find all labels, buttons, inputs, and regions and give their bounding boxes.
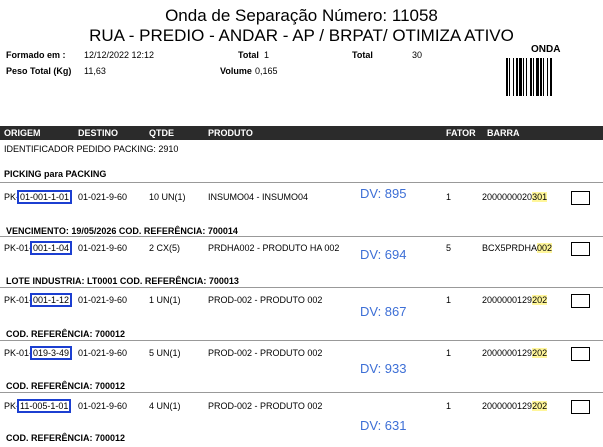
document-title: Onda de Separação Número: 11058 xyxy=(165,6,438,25)
table-row-destino: 01-021-9-60 xyxy=(78,348,128,358)
barcode-stripe xyxy=(506,58,508,96)
barcode-stripe xyxy=(523,58,524,96)
table-row-origem: PK-01-001-1-12 xyxy=(4,295,70,305)
barcode-stripe xyxy=(543,58,544,96)
col-barra: BARRA xyxy=(487,128,520,138)
table-row-origem: PK-11-005-1-01 xyxy=(4,401,69,411)
origem-highlight: 01-001-1-01 xyxy=(20,192,70,202)
barcode-stripe xyxy=(550,58,552,96)
peso-label: Peso Total (Kg) xyxy=(6,66,72,76)
origem-highlight: 11-005-1-01 xyxy=(20,401,69,411)
row-annotation: VENCIMENTO: 19/05/2026 COD. REFERÊNCIA: 700014 xyxy=(6,226,238,236)
barcode-stripe xyxy=(516,58,518,96)
barcode-stripe xyxy=(533,58,534,96)
volume-label: Volume xyxy=(220,66,252,76)
dv-value: DV: 933 xyxy=(360,361,407,376)
row-divider xyxy=(0,287,603,288)
row-annotation: LOTE INDUSTRIA: LT0001 COD. REFERÊNCIA: 700013 xyxy=(6,276,239,286)
table-row-fator: 5 xyxy=(446,243,452,253)
table-row-barra: 2000000020301 xyxy=(482,192,548,202)
barcode-stripe xyxy=(519,58,522,96)
dv-value: DV: 867 xyxy=(360,304,407,319)
barcode-stripe xyxy=(530,58,532,96)
table-row-qtde: 2 CX(5) xyxy=(149,243,181,253)
barcode-stripe xyxy=(526,58,527,96)
total-value: 1 xyxy=(264,50,270,60)
table-row-origem: PK-01-001-1-04 xyxy=(4,243,70,253)
table-row-destino: 01-021-9-60 xyxy=(78,192,128,202)
row-divider xyxy=(0,236,603,237)
barcode-stripe xyxy=(540,58,542,96)
table-row-barra: 2000000129202 xyxy=(482,348,548,358)
table-row-barra: BCX5PRDHA002 xyxy=(482,243,553,253)
table-row-origem: PK-01-001-1-01 xyxy=(4,192,70,202)
table-row-fator: 1 xyxy=(446,192,452,202)
dv-value: DV: 895 xyxy=(360,186,407,201)
picking-label: PICKING para PACKING xyxy=(4,169,107,179)
row-divider xyxy=(0,182,603,183)
peso-value: 11,63 xyxy=(84,66,106,76)
dv-value: DV: 694 xyxy=(360,247,407,262)
row-checkbox[interactable] xyxy=(571,191,590,205)
table-row-qtde: 10 UN(1) xyxy=(149,192,186,202)
identificador-pedido: IDENTIFICADOR PEDIDO PACKING: 2910 xyxy=(4,144,179,154)
onda-label: ONDA xyxy=(531,44,561,55)
col-fator: FATOR xyxy=(446,128,476,138)
row-annotation: COD. REFERÊNCIA: 700012 xyxy=(6,329,126,339)
table-row-barra: 2000000129202 xyxy=(482,401,548,411)
table-row-origem: PK-01-019-3-49 xyxy=(4,348,70,358)
table-row-produto: INSUMO04 - INSUMO04 xyxy=(208,192,309,202)
table-row-produto: PROD-002 - PRODUTO 002 xyxy=(208,348,323,358)
formado-label: Formado em : xyxy=(6,50,66,60)
barcode-stripe xyxy=(547,58,548,96)
total2-value: 30 xyxy=(412,50,423,60)
row-divider xyxy=(0,392,603,393)
table-row-fator: 1 xyxy=(446,401,452,411)
row-divider xyxy=(0,340,603,341)
formado-value: 12/12/2022 12:12 xyxy=(84,50,155,60)
table-row-barra: 2000000129202 xyxy=(482,295,548,305)
table-row-fator: 1 xyxy=(446,295,452,305)
origem-highlight: 019-3-49 xyxy=(33,348,70,358)
table-row-qtde: 4 UN(1) xyxy=(149,401,181,411)
row-annotation: COD. REFERÊNCIA: 700012 xyxy=(6,381,126,391)
table-row-destino: 01-021-9-60 xyxy=(78,243,128,253)
row-checkbox[interactable] xyxy=(571,347,590,361)
document-subtitle: RUA - PREDIO - ANDAR - AP / BRPAT/ OTIMIZA ATIVO xyxy=(89,26,514,45)
table-row-produto: PROD-002 - PRODUTO 002 xyxy=(208,295,323,305)
row-checkbox[interactable] xyxy=(571,400,590,414)
table-row-produto: PROD-002 - PRODUTO 002 xyxy=(208,401,323,411)
volume-value: 0,165 xyxy=(255,66,278,76)
col-produto: PRODUTO xyxy=(208,128,253,138)
col-destino: DESTINO xyxy=(78,128,119,138)
dv-value: DV: 631 xyxy=(360,418,407,433)
total-label: Total xyxy=(238,50,259,60)
origem-highlight: 001-1-04 xyxy=(33,243,70,253)
barcode-stripe xyxy=(509,58,510,96)
table-row-produto: PRDHA002 - PRODUTO HA 002 xyxy=(208,243,340,253)
table-row-qtde: 5 UN(1) xyxy=(149,348,181,358)
col-qtde: QTDE xyxy=(149,128,175,138)
table-row-destino: 01-021-9-60 xyxy=(78,401,128,411)
row-checkbox[interactable] xyxy=(571,242,590,256)
row-annotation: COD. REFERÊNCIA: 700012 xyxy=(6,433,126,443)
row-checkbox[interactable] xyxy=(571,294,590,308)
total2-label: Total xyxy=(352,50,373,60)
table-header xyxy=(0,126,603,140)
origem-highlight: 001-1-12 xyxy=(33,295,70,305)
barcode-stripe xyxy=(513,58,514,96)
onda-barcode xyxy=(506,58,586,96)
table-row-destino: 01-021-9-60 xyxy=(78,295,128,305)
table-row-qtde: 1 UN(1) xyxy=(149,295,181,305)
col-origem: ORIGEM xyxy=(4,128,41,138)
barcode-stripe xyxy=(536,58,539,96)
table-row-fator: 1 xyxy=(446,348,452,358)
